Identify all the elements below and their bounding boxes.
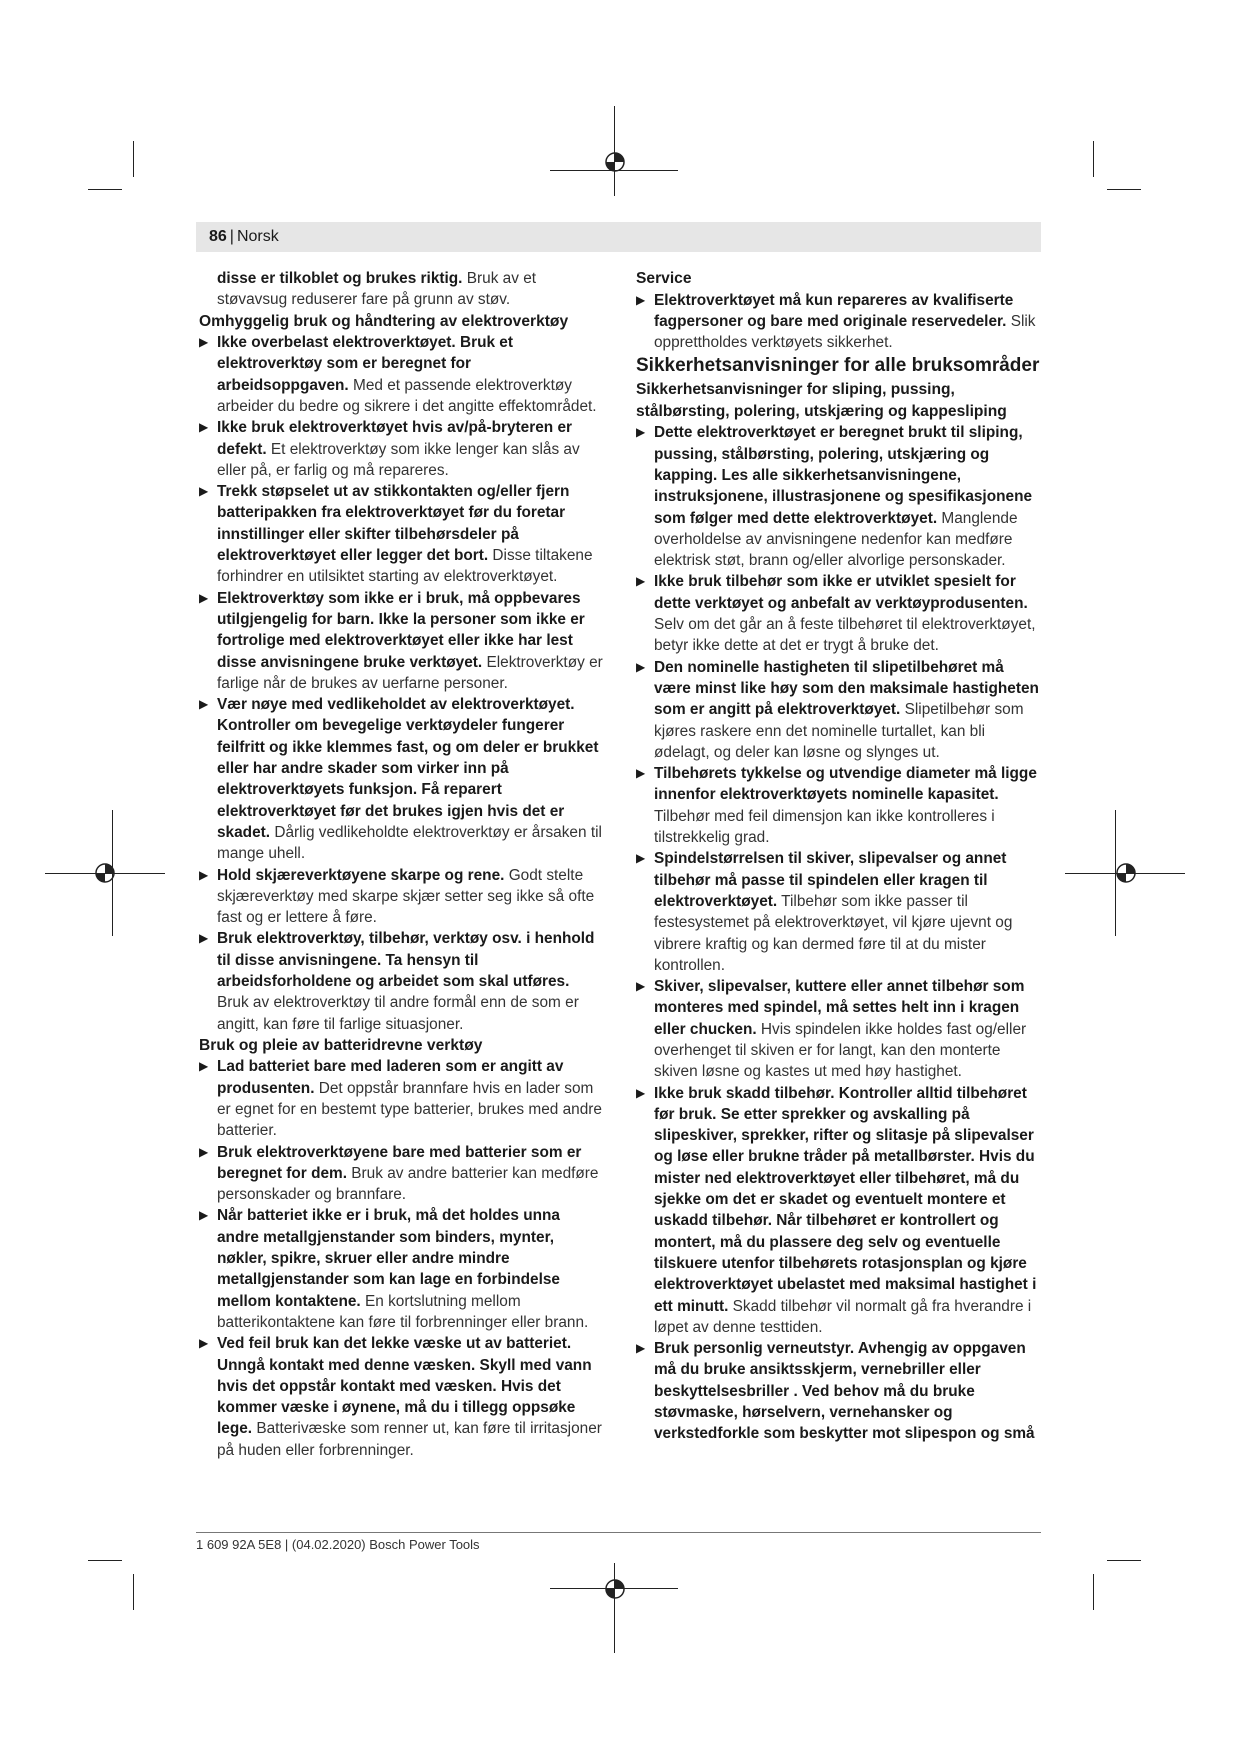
bullet-arrow-icon: ▶ (199, 697, 209, 712)
crop-mark (133, 141, 134, 177)
bullet-arrow-icon: ▶ (199, 931, 209, 946)
page-number: 86 (209, 228, 227, 245)
list-item: ▶ Ikke overbelast elektroverktøyet. Bruk et elektroverktøy som er beregnet for arbeidsoppgaven. Med et passende elektroverktøy arbeider du bedre og sikrere i det angitte effektområdet. (199, 334, 597, 415)
crop-mark (1093, 141, 1094, 177)
crop-mark (1093, 1574, 1094, 1610)
bullet-arrow-icon: ▶ (199, 1059, 209, 1074)
bullet-arrow-icon: ▶ (636, 766, 646, 781)
bullet-arrow-icon: ▶ (636, 574, 646, 589)
bullet-arrow-icon: ▶ (199, 420, 209, 435)
bullet-arrow-icon: ▶ (199, 1336, 209, 1351)
section-heading: Omhyggelig bruk og håndtering av elektroverktøy (199, 312, 569, 330)
bullet-arrow-icon: ▶ (199, 335, 209, 350)
crop-mark (1107, 1560, 1141, 1561)
bullet-arrow-icon: ▶ (199, 484, 209, 499)
bullet-arrow-icon: ▶ (199, 867, 209, 882)
bullet-arrow-icon: ▶ (199, 1144, 209, 1159)
right-column (636, 268, 1041, 1445)
header-language: Norsk (236, 228, 279, 245)
crop-mark (88, 1560, 122, 1561)
list-item: ▶ Lad batteriet bare med laderen som er angitt av produsenten. Det oppstår brannfare hvis en lader som er egnet for en bestemt type batterier, brukes med andre batterier. (199, 1058, 602, 1140)
bullet-arrow-icon: ▶ (636, 659, 646, 674)
section-heading: Sikkerhetsanvisninger for sliping, pussing, stålbørsting, polering, utskjæring og kappesliping (636, 381, 1007, 420)
list-item: ▶ Tilbehørets tykkelse og utvendige diameter må ligge innenfor elektroverktøyets nominelle kapasitet. Tilbehør med feil dimensjon kan ikke kontrolleres i tilstrekkelig grad. (636, 765, 1037, 847)
list-item: ▶ Hold skjæreverktøyene skarpe og rene. Godt stelte skjæreverktøy med skarpe skjær setter seg ikke så ofte fast og er lettere å føre. (199, 866, 595, 927)
registration-target-icon (1111, 858, 1141, 888)
left-column (199, 268, 604, 1461)
list-item: ▶ Vær nøye med vedlikeholdet av elektroverktøyet. Kontroller om bevegelige verktøydeler fungerer feilfritt og ikke klemmes fast, og om deler er brukket eller har andre skader som virker inn på elektroverktøyets funksjon. Få reparert elektroverktøyet før det brukes igjen hvis det er skadet. Dårlig vedlikeholdte elektroverktøy er årsaken til mange uhell. (199, 696, 602, 863)
section-heading: Bruk og pleie av batteridrevne verktøy (199, 1036, 483, 1054)
bullet-arrow-icon: ▶ (636, 851, 646, 866)
list-item: ▶ Bruk personlig verneutstyr. Avhengig av oppgaven må du bruke ansiktsskjerm, vernebriller eller beskyttelsesbriller . Ved behov må du bruke støvmaske, hørselvern, vernehansker og verkstedforkle som beskytter mot slipespon og små (636, 1340, 1035, 1443)
list-item: ▶ Ved feil bruk kan det lekke væske ut av batteriet. Unngå kontakt med denne væsken. Skyll med vann hvis det oppstår kontakt med væsken. Hvis det kommer væske i øynene, må du i tillegg oppsøke lege. Batterivæske som renner ut, kan føre til irritasjoner på huden eller forbrenninger. (199, 1335, 602, 1459)
list-item: ▶ Skiver, slipevalser, kuttere eller annet tilbehør som monteres med spindel, må settes helt inn i kragen eller chucken. Hvis spindelen ikke holdes fast og/eller overhenget til skiven er for langt, kan den monterte skiven løsne og kastes ut med høy hastighet. (636, 978, 1027, 1081)
safety-list (199, 332, 604, 1035)
bullet-arrow-icon: ▶ (636, 425, 646, 440)
battery-list (199, 1056, 604, 1461)
footer-rule (196, 1532, 1041, 1533)
list-item: ▶ Elektroverktøy som ikke er i bruk, må oppbevares utilgjengelig for barn. Ikke la personer som ikke er fortrolige med elektroverktøyet eller ikke har lest disse anvisningene bruke verktøyet. Elektroverktøy er farlige når de brukes av uerfarne personer. (199, 589, 603, 692)
page-footer: 1 609 92A 5E8 | (04.02.2020) Bosch Power Tools (196, 1537, 480, 1552)
crop-mark (133, 1574, 134, 1610)
list-item: ▶ Bruk elektroverktøy, tilbehør, verktøy osv. i henhold til disse anvisningene. Ta hensyn til arbeidsforholdene og arbeidet som skal utføres. Bruk av elektroverktøy til andre formål enn de som er angitt, kan føre til farlige situasjoner. (199, 930, 595, 1033)
list-item: ▶ Spindelstørrelsen til skiver, slipevalser og annet tilbehør må passe til spindelen eller kragen til elektroverktøyet. Tilbehør som ikke passer til festesystemet på elektroverktøyet, vil kjøre ujevnt og vibrere kraftig og kan dermed føre til at du mister kontrollen. (636, 850, 1013, 974)
bullet-arrow-icon: ▶ (636, 1341, 646, 1356)
intro-paragraph: disse er tilkoblet og brukes riktig. Bruk av et støvavsug reduserer fare på grunn av støv. (217, 270, 537, 309)
list-item: ▶ Ikke bruk skadd tilbehør. Kontroller alltid tilbehøret før bruk. Se etter sprekker og avskalling på slipeskiver, sprekker, rifter og slitasje på slipevalser og løse eller brukne tråder på metallbørster. Hvis du mister ned elektroverktøyet eller tilbehøret, må du sjekke om det er skadet og eventuelt montere et uskadd tilbehør. Når tilbehøret er kontrollert og montert, må du plassere deg selv og eventuelle tilskuere utenfor tilbehørets rotasjonsplan og kjøre elektroverktøyet ubelastet med maksimal hastighet i ett minutt. Skadd tilbehør vil normalt gå fra hverandre i løpet av denne testtiden. (636, 1084, 1037, 1336)
registration-target-icon (600, 147, 630, 177)
registration-target-icon (90, 858, 120, 888)
list-item: ▶ Ikke bruk tilbehør som ikke er utviklet spesielt for dette verktøyet og anbefalt av verktøyprodusenten. Selv om det går an å feste tilbehøret til elektroverktøyet, betyr ikke dette at det er trygt å bruke det. (636, 573, 1036, 655)
bullet-arrow-icon: ▶ (199, 1208, 209, 1223)
header-separator: | (229, 228, 234, 245)
list-item: ▶ Elektroverktøyet må kun repareres av kvalifiserte fagpersoner og bare med originale reservedeler. Slik opprettholdes verktøyets sikkerhet. (636, 291, 1036, 352)
service-list (636, 290, 1041, 354)
section-heading: Service (636, 270, 692, 287)
crop-mark (88, 189, 122, 190)
list-item: ▶ Trekk støpselet ut av stikkontakten og/eller fjern batteripakken fra elektroverktøyet før du foretar innstillinger eller skifter tilbehørsdeler på elektroverktøyet eller legger det bort. Disse tiltakene forhindrer en utilsiktet starting av elektroverktøyet. (199, 483, 593, 586)
bullet-arrow-icon: ▶ (636, 1085, 646, 1100)
list-item: ▶ Den nominelle hastigheten til slipetilbehøret må være minst like høy som den maksimale hastigheten som er angitt på elektroverktøyet. Slipetilbehør som kjøres raskere enn det nominelle turtallet, kan bli ødelagt, og deler kan løsne og slynges ut. (636, 658, 1039, 761)
list-item: ▶ Ikke bruk elektroverktøyet hvis av/på-bryteren er defekt. Et elektroverktøy som ikke lenger kan slås av eller på, er farlig og må repareres. (199, 419, 580, 479)
grinding-safety-list (636, 422, 1041, 1444)
list-item: ▶ Dette elektroverktøyet er beregnet brukt til sliping, pussing, stålbørsting, polering, utskjæring og kapping. Les alle sikkerhetsanvisningene, instruksjonene, illustrasjonene og spesifikasjonene som følger med dette elektroverktøyet. Manglende overholdelse av anvisningene nedenfor kan medføre elektrisk støt, brann og/eller alvorlige personskader. (636, 424, 1033, 570)
bullet-arrow-icon: ▶ (636, 979, 646, 994)
registration-target-icon (600, 1574, 630, 1604)
list-item: ▶ Bruk elektroverktøyene bare med batterier som er beregnet for dem. Bruk av andre batterier kan medføre personskader og brannfare. (199, 1143, 599, 1204)
list-item: ▶ Når batteriet ikke er i bruk, må det holdes unna andre metallgjenstander som binders, mynter, nøkler, spikre, skruer eller andre mindre metallgjenstander som kan lage en forbindelse mellom kontaktene. En kortslutning mellom batterikontaktene kan føre til forbrenninger eller brann. (199, 1207, 589, 1331)
page-header (196, 222, 1041, 252)
main-heading: Sikkerhetsanvisninger for alle bruksområder (636, 355, 1040, 377)
bullet-arrow-icon: ▶ (199, 590, 209, 605)
bullet-arrow-icon: ▶ (636, 292, 646, 307)
crop-mark (1107, 189, 1141, 190)
